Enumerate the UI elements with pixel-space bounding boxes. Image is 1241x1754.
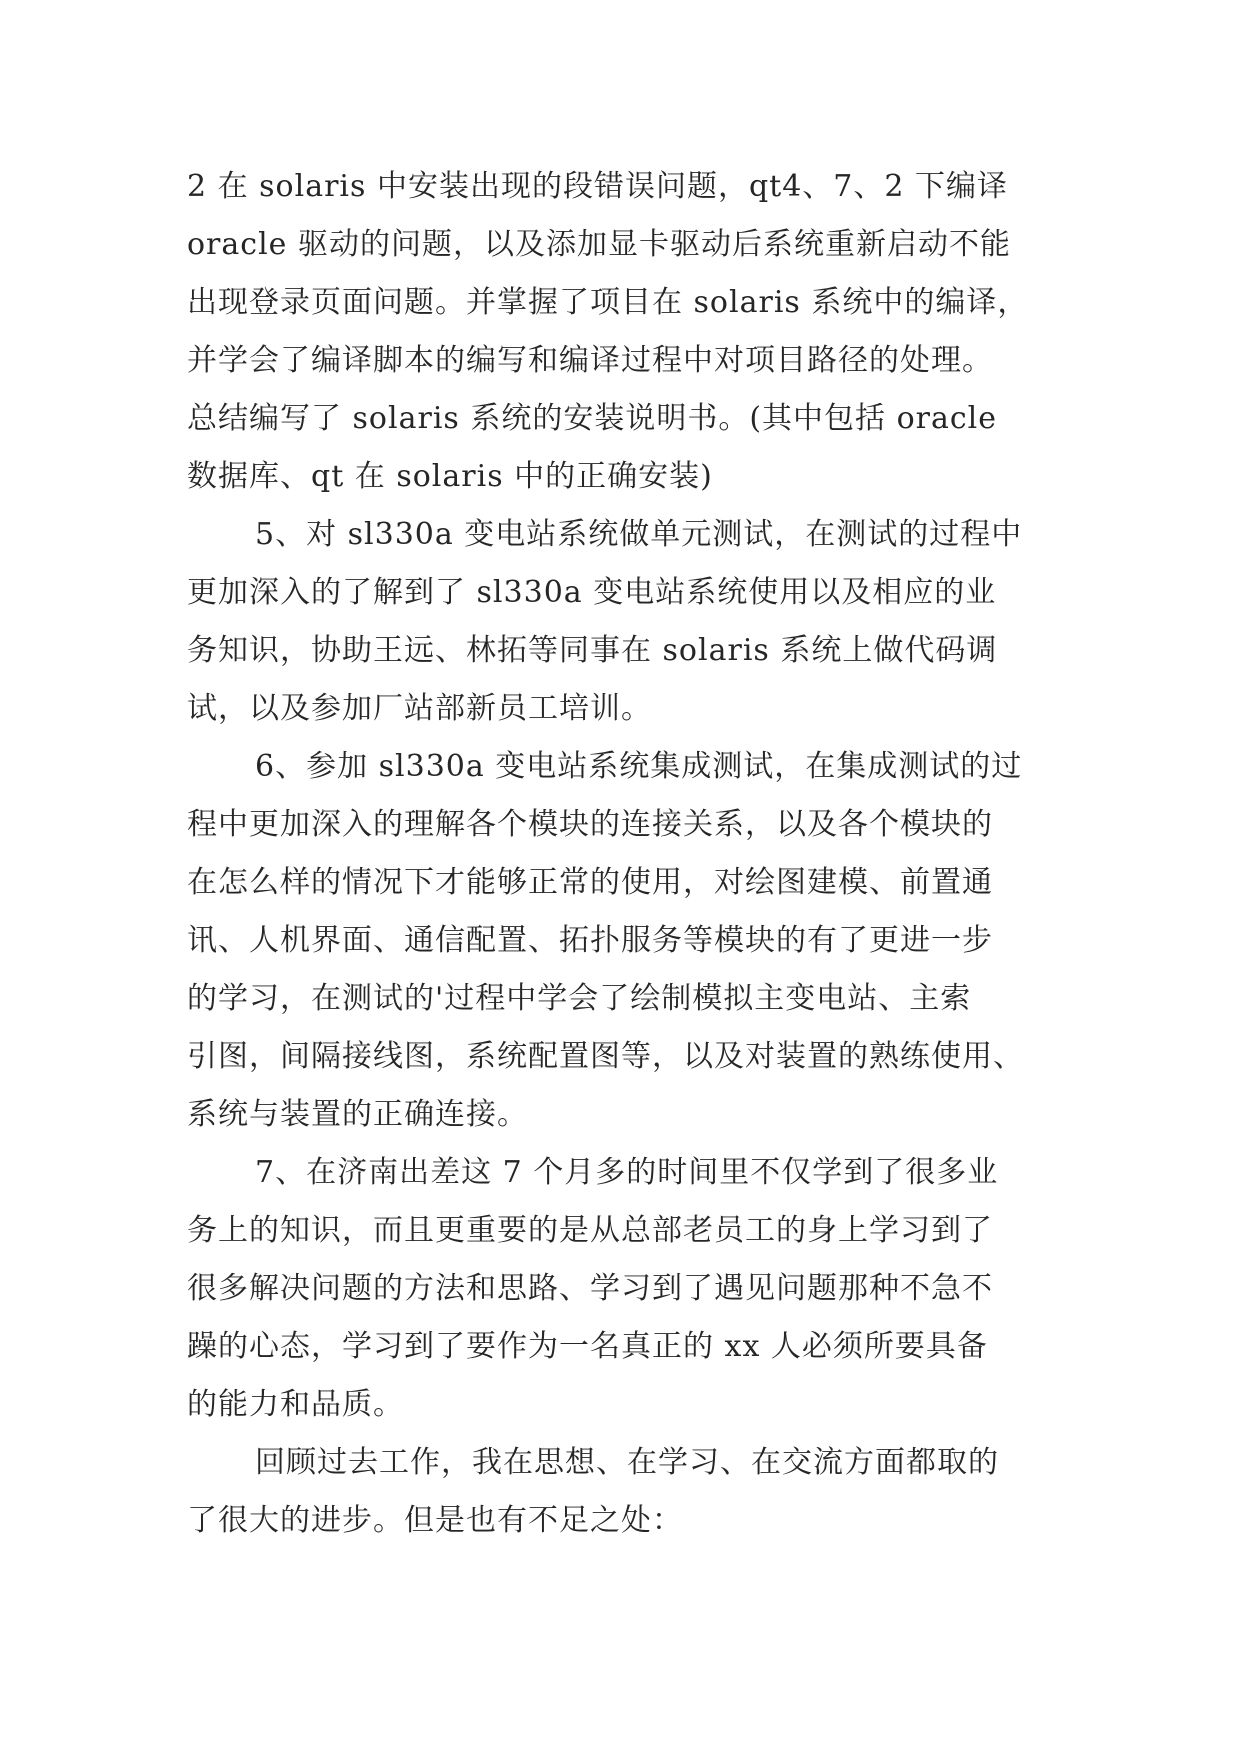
paragraph-6	[187, 738, 1057, 1144]
text-line: 很多解决问题的方法和思路、学习到了遇见问题那种不急不	[187, 1271, 993, 1306]
paragraph-review	[187, 1434, 1057, 1550]
text-line: 讯、人机界面、通信配置、拓扑服务等模块的有了更进一步	[187, 923, 993, 958]
text-line-first: 回顾过去工作，我在思想、在学习、在交流方面都取的	[255, 1445, 999, 1480]
text-line-first: 6、参加 sl330a 变电站系统集成测试，在集成测试的过	[255, 749, 1023, 784]
paragraph-7	[187, 1144, 1057, 1434]
text-line: 更加深入的了解到了 sl330a 变电站系统使用以及相应的业	[187, 575, 997, 610]
text-line: 数据库、qt 在 solaris 中的正确安装)	[187, 459, 713, 494]
paragraph-5	[187, 506, 1057, 738]
document-body	[187, 158, 1057, 1550]
text-line: 务知识，协助王远、林拓等同事在 solaris 系统上做代码调	[187, 633, 998, 668]
text-line: 出现登录页面问题。并掌握了项目在 solaris 系统中的编译，	[187, 285, 1029, 320]
text-line: 在怎么样的情况下才能够正常的使用，对绘图建模、前置通	[187, 865, 993, 900]
text-line: oracle 驱动的问题，以及添加显卡驱动后系统重新启动不能	[187, 227, 1011, 262]
text-line: 试，以及参加厂站部新员工培训。	[187, 691, 652, 726]
text-line: 系统与装置的正确连接。	[187, 1097, 528, 1132]
paragraph-4-continued	[187, 158, 1057, 506]
text-line-first: 7、在济南出差这 7 个月多的时间里不仅学到了很多业	[255, 1155, 999, 1190]
text-line: 的能力和品质。	[187, 1387, 404, 1422]
text-line: 了很大的进步。但是也有不足之处：	[187, 1503, 683, 1538]
text-line: 引图，间隔接线图，系统配置图等，以及对装置的熟练使用、	[187, 1039, 1024, 1074]
text-line-first: 5、对 sl330a 变电站系统做单元测试，在测试的过程中	[255, 517, 1023, 552]
text-line: 的学习，在测试的'过程中学会了绘制模拟主变电站、主索	[187, 981, 972, 1016]
text-line: 躁的心态，学习到了要作为一名真正的 xx 人必须所要具备	[187, 1329, 988, 1364]
text-line: 务上的知识，而且更重要的是从总部老员工的身上学习到了	[187, 1213, 993, 1248]
text-line: 总结编写了 solaris 系统的安装说明书。(其中包括 oracle	[187, 401, 998, 436]
text-line: 并学会了编译脚本的编写和编译过程中对项目路径的处理。	[187, 343, 993, 378]
text-line: 程中更加深入的理解各个模块的连接关系，以及各个模块的	[187, 807, 993, 842]
text-line: 2 在 solaris 中安装出现的段错误问题，qt4、7、2 下编译	[187, 169, 1009, 204]
